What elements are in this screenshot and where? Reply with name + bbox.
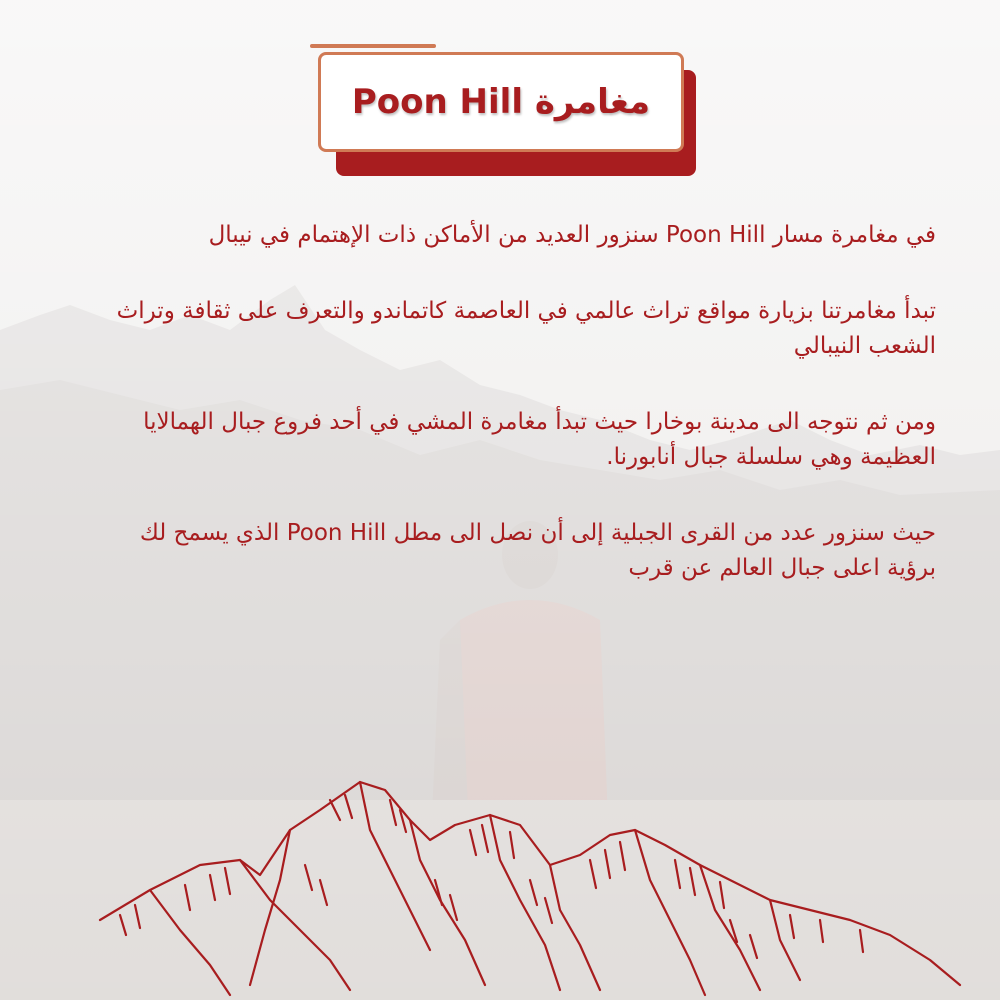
title-accent-line: [310, 44, 436, 48]
paragraph-kathmandu: تبدأ مغامرتنا بزيارة مواقع تراث عالمي في العاصمة كاتماندو والتعرف على ثقافة وتراث الشعب النيبالي: [116, 298, 936, 359]
paragraph-pokhara: ومن ثم نتوجه الى مدينة بوخارا حيث تبدأ مغامرة المشي في أحد فروع جبال الهمالايا العظيمة وهي سلسلة جبال أنابورنا.: [143, 409, 936, 470]
mountain-illustration: [90, 770, 990, 1000]
paragraph-poon-hill: حيث سنزور عدد من القرى الجبلية إلى أن نصل الى مطل Poon Hill الذي يسمح لك برؤية اعلى جبال العالم عن قرب: [139, 520, 936, 581]
page-title: مغامرة Poon Hill: [351, 82, 651, 122]
content: [110, 218, 936, 627]
title-box: [318, 52, 684, 152]
title-card: [308, 44, 708, 180]
paragraph-intro: في مغامرة مسار Poon Hill سنزور العديد من الأماكن ذات الإهتمام في نيبال: [208, 222, 936, 248]
